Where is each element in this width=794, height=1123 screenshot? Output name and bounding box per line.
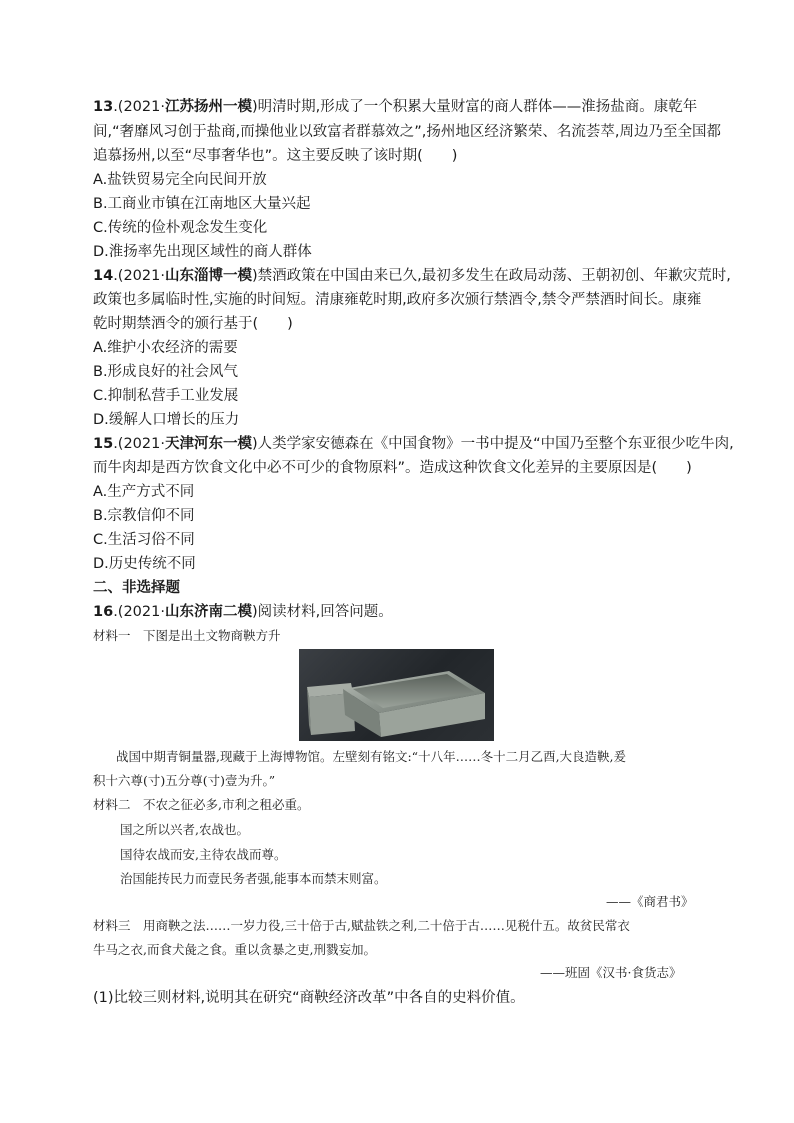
q16-number: 16: [93, 604, 114, 620]
material-2-citation: ——《商君书》: [606, 894, 694, 909]
q14-line-1: [93, 266, 731, 286]
q15-source-place: 天津河东一模: [164, 436, 252, 452]
q13-line-1: [93, 97, 697, 117]
q16-stem-1: 阅读材料,回答问题。: [257, 604, 393, 620]
q14-stem-2: 政策也多属临时性,实施的时间短。清康雍乾时期,政府多次颁行禁酒令,禁令严禁酒时间长。康雍: [93, 292, 702, 308]
material-1-caption-1: 战国中期青铜量器,现藏于上海博物馆。左壁刻有铭文:“十八年……冬十二月乙酉,大良造鞅,爰: [116, 749, 627, 764]
q13-option-a: A.盐铁贸易完全向民间开放: [93, 172, 267, 188]
material-2-line-1: 材料二 不农之征必多,市利之租必重。: [93, 797, 310, 812]
q13-stem-1: 明清时期,形成了一个积累大量财富的商人群体——淮扬盐商。康乾年: [257, 99, 698, 115]
q13-source-place: 江苏扬州一模: [164, 99, 252, 115]
q13-option-b: B.工商业市镇在江南地区大量兴起: [93, 196, 311, 212]
q13-number: 13: [93, 99, 114, 115]
material-1-caption-2: 积十六尊(寸)五分尊(寸)壹为升。”: [93, 773, 276, 788]
q15-source-open: .(2021·: [113, 436, 165, 452]
q14-option-d: D.缓解人口增长的压力: [93, 412, 240, 428]
material-1-title: 材料一 下图是出土文物商鞅方升: [93, 628, 281, 643]
material-2-line-4: 治国能抟民力而壹民务者强,能事本而禁末则富。: [120, 871, 387, 886]
material-3-line-2: 牛马之衣,而食犬彘之食。重以贪暴之吏,刑戮妄加。: [93, 942, 376, 957]
q14-stem-3: 乾时期禁酒令的颁行基于( ): [93, 316, 293, 332]
q14-number: 14: [93, 268, 114, 284]
artifact-photo: [299, 649, 494, 741]
material-3-citation: ——班固《汉书·食货志》: [540, 965, 682, 980]
q13-source-open: .(2021·: [113, 99, 165, 115]
q13-source-close: ): [251, 99, 258, 115]
q15-source-close: ): [251, 436, 258, 452]
q14-source-open: .(2021·: [113, 268, 165, 284]
q14-source-place: 山东淄博一模: [164, 268, 252, 284]
q14-option-c: C.抑制私营手工业发展: [93, 388, 239, 404]
shang-yang-fangsheng-image: [299, 649, 494, 741]
q15-option-c: C.生活习俗不同: [93, 532, 195, 548]
q16-source-close: ): [251, 604, 258, 620]
q15-option-d: D.历史传统不同: [93, 556, 196, 572]
q15-option-a: A.生产方式不同: [93, 484, 195, 500]
q15-stem-1: 人类学家安德森在《中国食物》一书中提及“中国乃至整个东亚很少吃牛肉,: [257, 436, 734, 452]
material-3-line-1: 材料三 用商鞅之法……一岁力役,三十倍于古,赋盐铁之利,二十倍于古……见税什五。故贫民常衣: [93, 918, 630, 933]
q15-line-1: [93, 434, 734, 454]
section-heading-non-choice: 二、非选择题: [93, 580, 180, 596]
q14-option-b: B.形成良好的社会风气: [93, 364, 239, 380]
q14-option-a: A.维护小农经济的需要: [93, 340, 238, 356]
q16-subquestion-1: (1)比较三则材料,说明其在研究“商鞅经济改革”中各自的史料价值。: [93, 990, 525, 1006]
material-2-line-2: 国之所以兴者,农战也。: [120, 822, 249, 837]
q14-stem-1: 禁酒政策在中国由来已久,最初多发生在政局动荡、王朝初创、年歉灾荒时,: [257, 268, 731, 284]
q16-source-open: .(2021·: [113, 604, 165, 620]
q16-source-place: 山东济南二模: [164, 604, 252, 620]
material-2-line-3: 国待农战而安,主待农战而尊。: [120, 847, 287, 862]
q15-number: 15: [93, 436, 114, 452]
q15-stem-2: 而牛肉却是西方饮食文化中必不可少的食物原料”。造成这种饮食文化差异的主要原因是( ): [93, 460, 692, 476]
q13-option-c: C.传统的俭朴观念发生变化: [93, 220, 268, 236]
q14-source-close: ): [251, 268, 258, 284]
q13-stem-2: 间,“奢靡风习创于盐商,而操他业以致富者群慕效之”,扬州地区经济繁荣、名流荟萃,周边乃至全国都: [93, 124, 721, 140]
q13-stem-3: 追慕扬州,以至“尽事奢华也”。这主要反映了该时期( ): [93, 148, 458, 164]
q16-line-1: [93, 602, 393, 622]
q15-option-b: B.宗教信仰不同: [93, 508, 195, 524]
q13-option-d: D.淮扬率先出现区域性的商人群体: [93, 244, 312, 260]
